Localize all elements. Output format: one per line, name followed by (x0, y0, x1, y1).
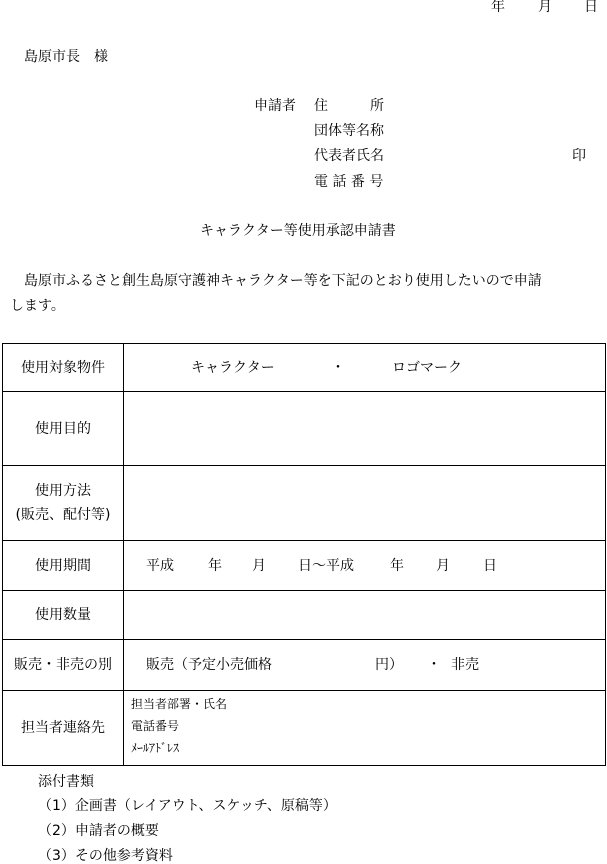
object-option-logo[interactable]: ロゴマーク (392, 359, 462, 376)
contact-label: 担当者連絡先 (3, 691, 124, 766)
date-month: 月 (538, 0, 552, 15)
application-table (2, 343, 606, 766)
date-line (0, 0, 607, 16)
intro-line-1: 島原市ふるさと創生島原守護神キャラクター等を下記のとおり使用したいので申請 (24, 273, 542, 289)
contact-dept: 担当者部署・氏名 (131, 697, 228, 711)
sale-separator: ・ (427, 657, 441, 673)
table-row-contact (3, 691, 606, 766)
contact-phone: 電話番号 (131, 719, 180, 733)
period-day-start-era-end: 日～平成 (298, 557, 354, 574)
applicant-phone-label: 電 話 番 号 (314, 174, 384, 190)
purpose-label: 使用目的 (3, 392, 124, 466)
method-field[interactable] (124, 466, 606, 541)
period-day-end: 日 (483, 557, 497, 574)
addressee: 島原市長 様 (24, 49, 108, 65)
object-label: 使用対象物件 (3, 344, 124, 392)
applicant-address-label: 住 所 (314, 98, 384, 114)
attachment-item-1: （1）企画書（レイアウト、スケッチ、原稿等） (38, 798, 337, 814)
object-cell[interactable] (124, 344, 606, 392)
applicant-rep-label: 代表者氏名 (314, 148, 384, 164)
attachment-item-2: （2）申請者の概要 (38, 823, 159, 839)
intro-line-2: します。 (10, 298, 65, 314)
method-label-line2: (販売、配付等) (15, 507, 111, 523)
attachments-heading: 添付書類 (38, 774, 94, 790)
date-day: 日 (584, 0, 598, 15)
period-year-start: 年 (208, 557, 222, 574)
document-title: キャラクター等使用承認申請書 (200, 223, 396, 239)
sale-non-sale: 非売 (451, 657, 479, 673)
sale-yen: 円） (375, 657, 403, 673)
table-row-period (3, 541, 606, 591)
date-year: 年 (491, 0, 505, 15)
table-row-method (3, 466, 606, 541)
period-field[interactable] (124, 541, 606, 591)
sale-price-text: 販売（予定小売価格 (146, 657, 272, 673)
period-era-start: 平成 (146, 557, 174, 574)
method-label-line1: 使用方法 (35, 483, 91, 499)
period-year-end: 年 (390, 557, 404, 574)
quantity-field[interactable] (124, 591, 606, 640)
table-row-object (3, 344, 606, 392)
applicant-org-label: 団体等名称 (314, 123, 384, 139)
period-label: 使用期間 (3, 541, 124, 591)
period-month-end: 月 (436, 557, 450, 574)
table-row-sale (3, 640, 606, 691)
sale-field[interactable] (124, 640, 606, 691)
table-row-purpose (3, 392, 606, 466)
table-row-quantity (3, 591, 606, 640)
sale-label: 販売・非売の別 (3, 640, 124, 691)
method-label (3, 466, 124, 541)
period-month-start: 月 (252, 557, 266, 574)
purpose-field[interactable] (124, 392, 606, 466)
contact-field[interactable] (124, 691, 606, 766)
quantity-label: 使用数量 (3, 591, 124, 640)
applicant-heading: 申請者 (254, 98, 296, 114)
object-option-character[interactable]: キャラクター (191, 359, 275, 376)
object-separator: ・ (331, 359, 345, 376)
seal-mark: 印 (572, 148, 586, 164)
contact-email: ﾒｰﾙｱﾄﾞﾚｽ (131, 741, 180, 755)
attachment-item-3: （3）その他参考資料 (38, 848, 173, 864)
